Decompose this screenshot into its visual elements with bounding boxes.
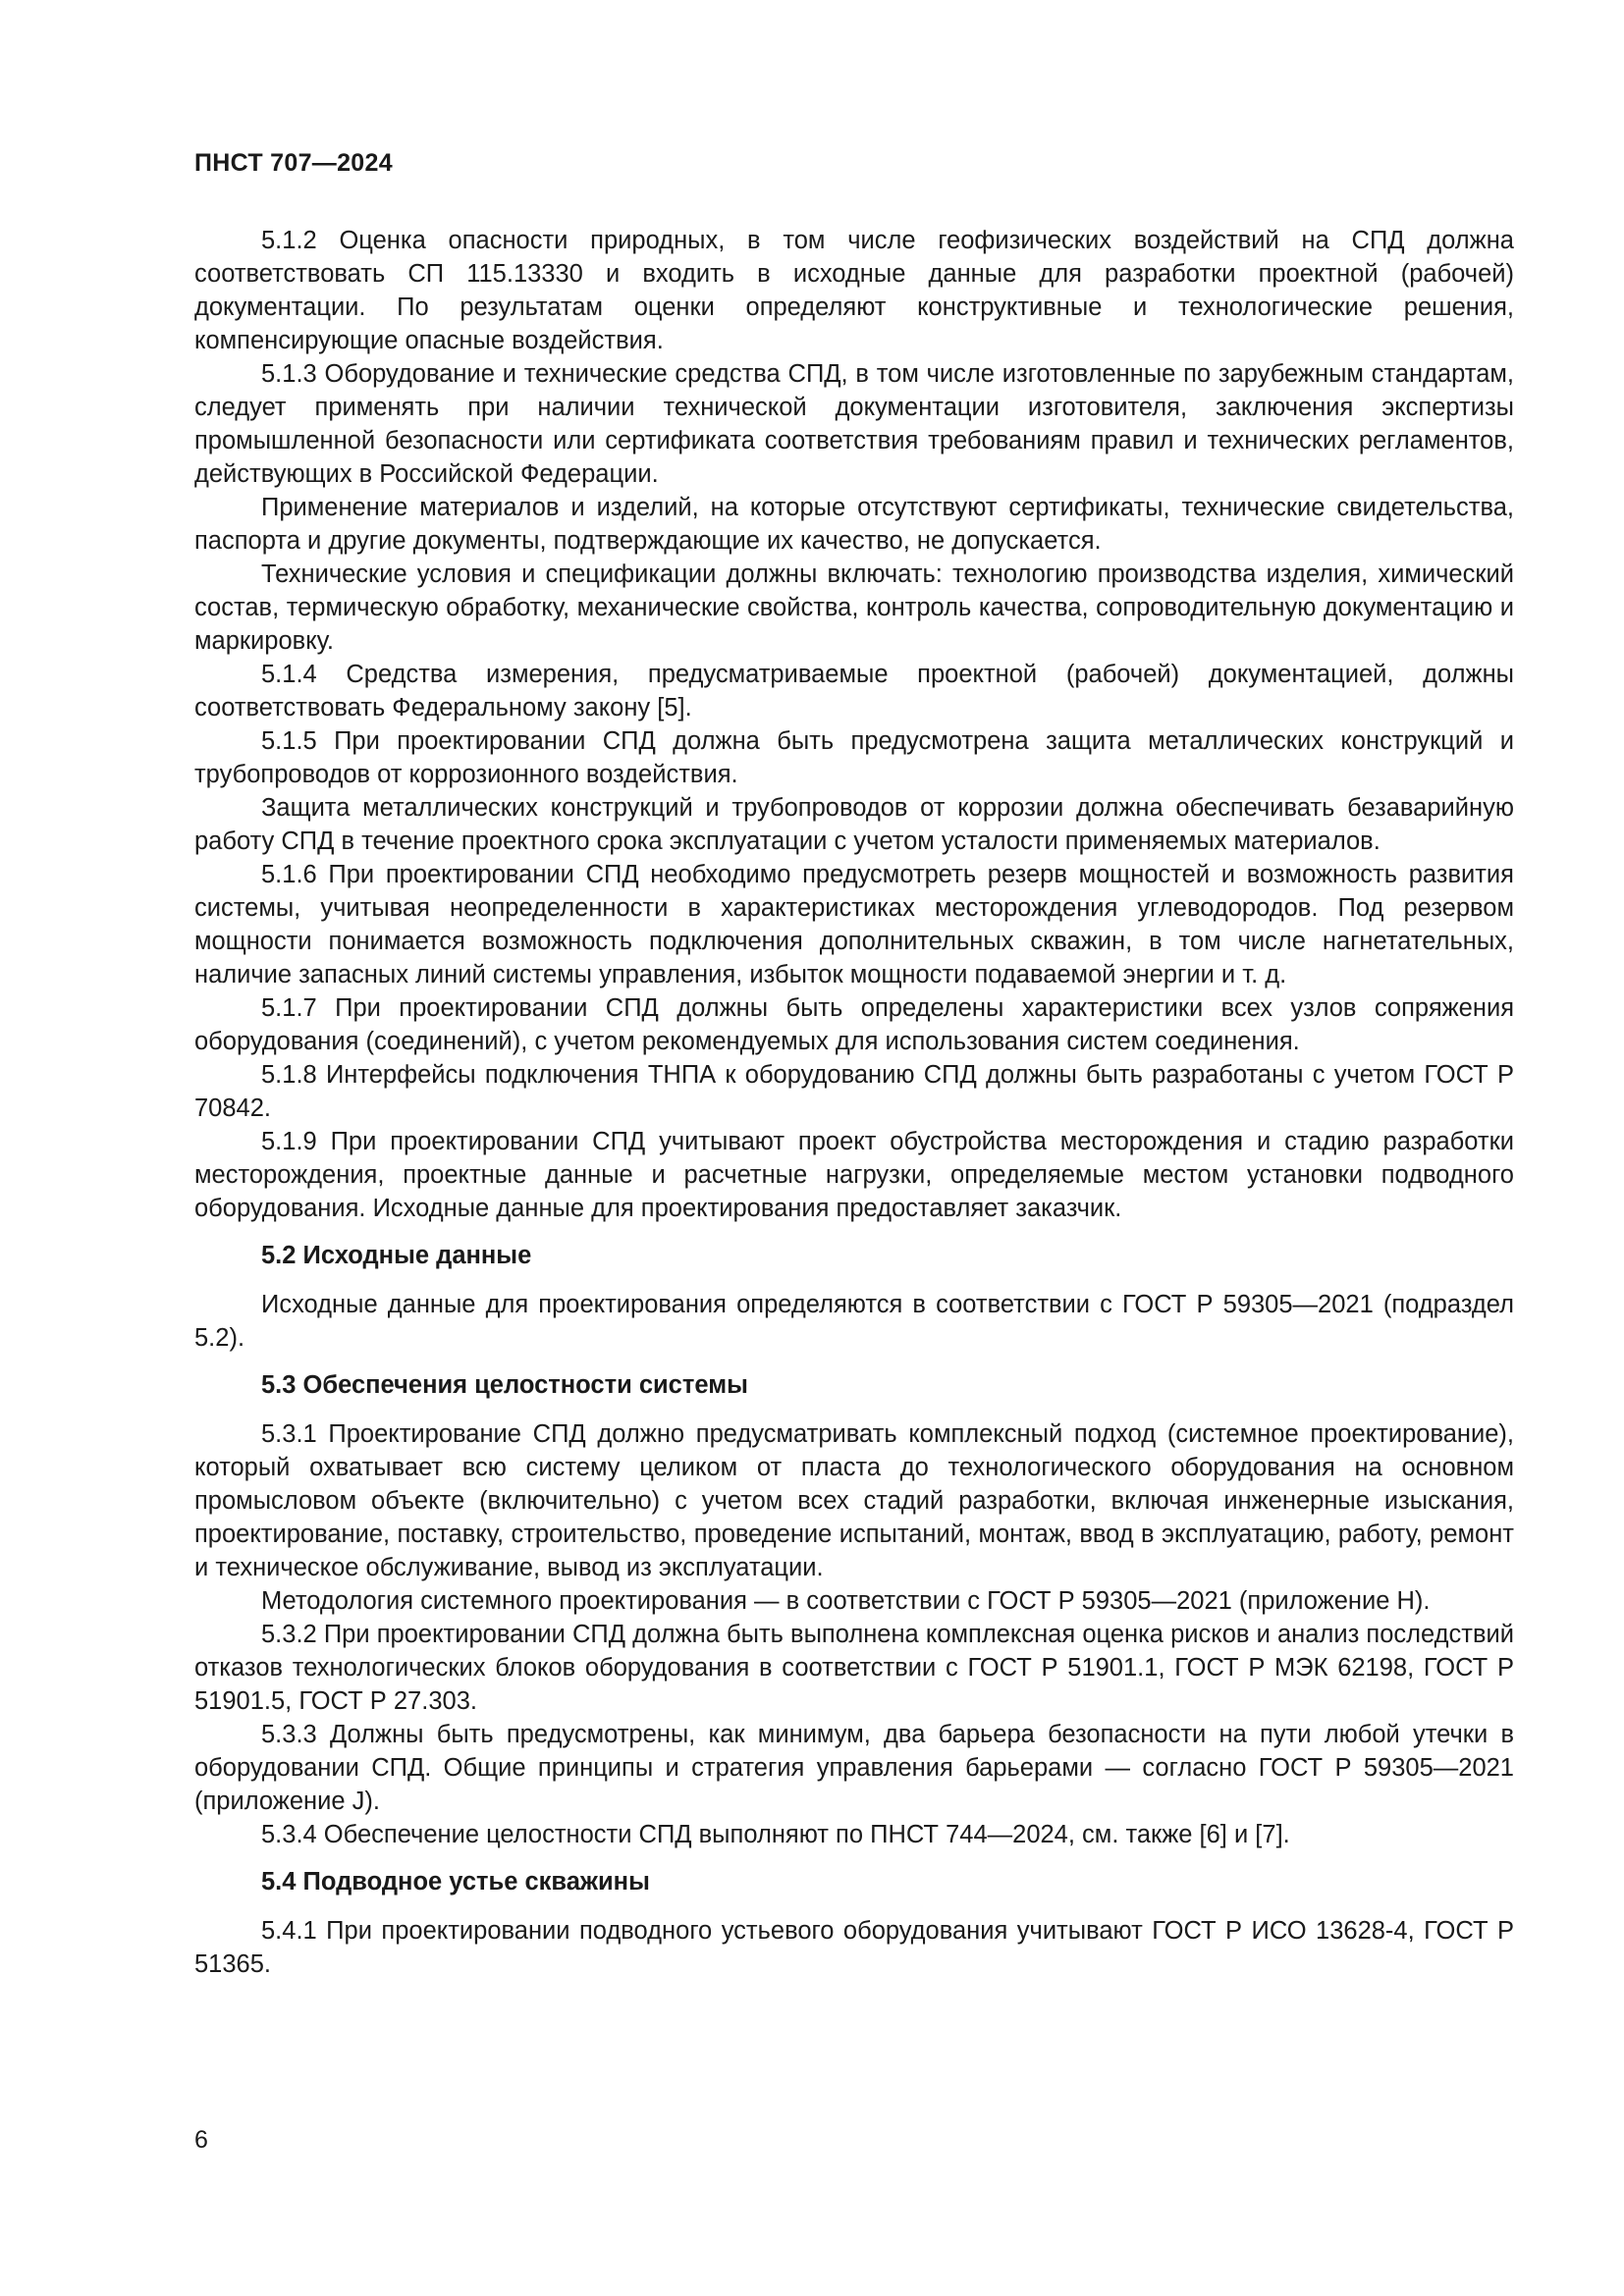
paragraph-5-1-5: 5.1.5 При проектировании СПД должна быть предусмотрена защита металлических конструкций и трубопроводов от коррозионного воздействия. [194, 727, 1514, 788]
paragraph: Исходные данные для проектирования определяются в соответствии с ГОСТ Р 59305—2021 (подраздел 5.2). [194, 1291, 1514, 1352]
section-heading-5-3: 5.3 Обеспечения целостности системы [261, 1371, 748, 1399]
document-body [194, 224, 1514, 1981]
paragraph: Методология системного проектирования — в соответствии с ГОСТ Р 59305—2021 (приложение Н). [261, 1587, 1431, 1615]
paragraph-5-1-8: 5.1.8 Интерфейсы подключения ТНПА к оборудованию СПД должны быть разработаны с учетом ГОСТ Р 70842. [194, 1061, 1514, 1122]
section-heading-5-2: 5.2 Исходные данные [261, 1242, 532, 1269]
paragraph-5-3-3: 5.3.3 Должны быть предусмотрены, как минимум, два барьера безопасности на пути любой утечки в оборудовании СПД. Общие принципы и стратегия управления барьерами — согласно ГОСТ Р 59305—2021 (приложение J). [194, 1721, 1514, 1815]
paragraph: Применение материалов и изделий, на которые отсутствуют сертификаты, технические свидетельства, паспорта и другие документы, подтверждающие их качество, не допускается. [194, 494, 1514, 555]
paragraph-5-3-4: 5.3.4 Обеспечение целостности СПД выполняют по ПНСТ 744—2024, см. также [6] и [7]. [261, 1821, 1290, 1848]
paragraph-5-4-1: 5.4.1 При проектировании подводного устьевого оборудования учитывают ГОСТ Р ИСО 13628-4, ГОСТ Р 51365. [194, 1917, 1514, 1978]
section-heading-5-4: 5.4 Подводное устье скважины [261, 1868, 650, 1896]
paragraph-5-3-2: 5.3.2 При проектировании СПД должна быть выполнена комплексная оценка рисков и анализ последствий отказов технологических блоков оборудования в соответствии с ГОСТ Р 51901.1, ГОСТ Р МЭК 62198, ГОСТ Р 51901.5, ГОСТ Р 27.303. [194, 1621, 1514, 1715]
paragraph-5-1-9: 5.1.9 При проектировании СПД учитывают проект обустройства месторождения и стадию разработки месторождения, проектные данные и расчетные нагрузки, определяемые местом установки подводного оборудования. Исходные данные для проектирования предоставляет заказчик. [194, 1128, 1514, 1222]
paragraph-5-1-4: 5.1.4 Средства измерения, предусматриваемые проектной (рабочей) документацией, должны соответствовать Федеральному закону [5]. [194, 661, 1514, 721]
document-header: ПНСТ 707—2024 [194, 149, 393, 177]
paragraph: Защита металлических конструкций и трубопроводов от коррозии должна обеспечивать безаварийную работу СПД в течение проектного срока эксплуатации с учетом усталости применяемых материалов. [194, 794, 1514, 855]
paragraph-5-3-1: 5.3.1 Проектирование СПД должно предусматривать комплексный подход (системное проектирование), который охватывает всю систему целиком от пласта до технологического оборудования на основном промысловом объекте (включительно) с учетом всех стадий разработки, включая инженерные изыскания, проектирование, поставку, строительство, проведение испытаний, монтаж, ввод в эксплуатацию, работу, ремонт и техническое обслуживание, вывод из эксплуатации. [194, 1420, 1514, 1581]
paragraph-5-1-6: 5.1.6 При проектировании СПД необходимо предусмотреть резерв мощностей и возможность развития системы, учитывая неопределенности в характеристиках месторождения углеводородов. Под резервом мощности понимается возможность подключения дополнительных скважин, в том числе нагнетательных, наличие запасных линий системы управления, избыток мощности подаваемой энергии и т. д. [194, 861, 1514, 988]
paragraph-5-1-3: 5.1.3 Оборудование и технические средства СПД, в том числе изготовленные по зарубежным стандартам, следует применять при наличии технической документации изготовителя, заключения экспертизы промышленной безопасности или сертификата соответствия требованиям правил и технических регламентов, действующих в Российской Федерации. [194, 360, 1514, 488]
paragraph-5-1-7: 5.1.7 При проектировании СПД должны быть определены характеристики всех узлов сопряжения оборудования (соединений), с учетом рекомендуемых для использования систем соединения. [194, 994, 1514, 1055]
paragraph-5-1-2: 5.1.2 Оценка опасности природных, в том числе геофизических воздействий на СПД должна соответствовать СП 115.13330 и входить в исходные данные для разработки проектной (рабочей) документации. По результатам оценки определяют конструктивные и технологические решения, компенсирующие опасные воздействия. [194, 227, 1514, 354]
paragraph: Технические условия и спецификации должны включать: технологию производства изделия, химический состав, термическую обработку, механические свойства, контроль качества, сопроводительную документацию и маркировку. [194, 561, 1514, 655]
page-number: 6 [194, 2126, 208, 2154]
